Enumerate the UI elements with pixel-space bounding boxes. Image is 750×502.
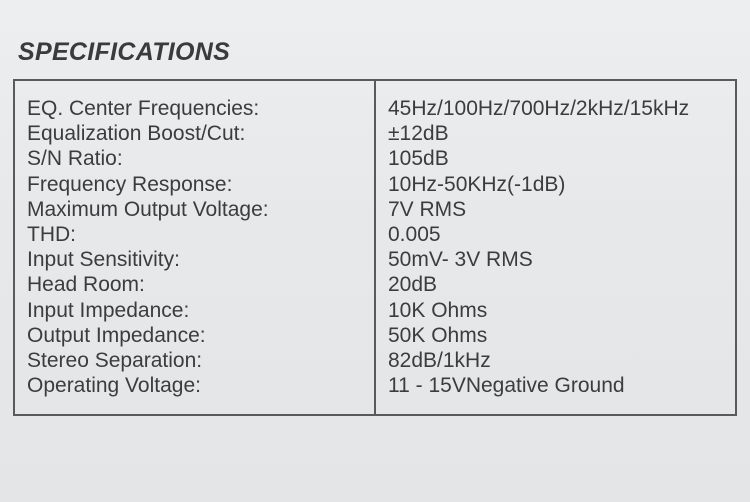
spec-value: 82dB/1kHz [388,348,491,372]
spec-row-head-room [15,272,735,297]
spec-value: 50mV- 3V RMS [388,248,533,272]
spec-value: 7V RMS [388,197,467,221]
spec-label: S/N Ratio: [27,147,123,171]
spec-label: Head Room: [27,273,145,297]
spec-value: ±12dB [388,122,449,146]
spec-label: Stereo Separation: [27,348,203,372]
spec-label: THD: [27,222,76,246]
spec-row-input-impedance [15,298,735,323]
spec-label: Equalization Boost/Cut: [27,122,246,146]
spec-label: Output Impedance: [27,323,206,347]
spec-value: 10K Ohms [388,298,488,322]
spec-row-sn-ratio [15,146,735,171]
spec-value: 11 - 15VNegative Ground [388,374,625,398]
spec-row-stereo-separation [15,348,735,373]
spec-label: Operating Voltage: [27,374,201,398]
spec-label: Input Impedance: [27,298,190,322]
spec-value: 105dB [388,147,449,171]
spec-row-output-impedance [15,323,735,348]
page-title: SPECIFICATIONS [18,38,231,66]
spec-row-operating-voltage [15,373,735,398]
specifications-table [13,79,737,416]
spec-value: 20dB [388,273,438,297]
spec-label: EQ. Center Frequencies: [27,97,260,120]
spec-value: 0.005 [388,222,441,246]
spec-label: Maximum Output Voltage: [27,197,269,221]
spec-value: 50K Ohms [388,323,488,347]
spec-label: Frequency Response: [27,172,233,196]
spec-row-eq-center-frequencies [15,96,735,121]
spec-row-input-sensitivity [15,247,735,272]
spec-value: 45Hz/100Hz/700Hz/2kHz/15kHz [388,97,690,120]
specification-rows [15,96,735,398]
spec-label: Input Sensitivity: [27,248,180,272]
spec-row-equalization-boost-cut [15,121,735,146]
spec-value: 10Hz-50KHz(-1dB) [388,172,566,196]
spec-row-frequency-response [15,172,735,197]
spec-row-thd [15,222,735,247]
spec-row-maximum-output-voltage [15,197,735,222]
